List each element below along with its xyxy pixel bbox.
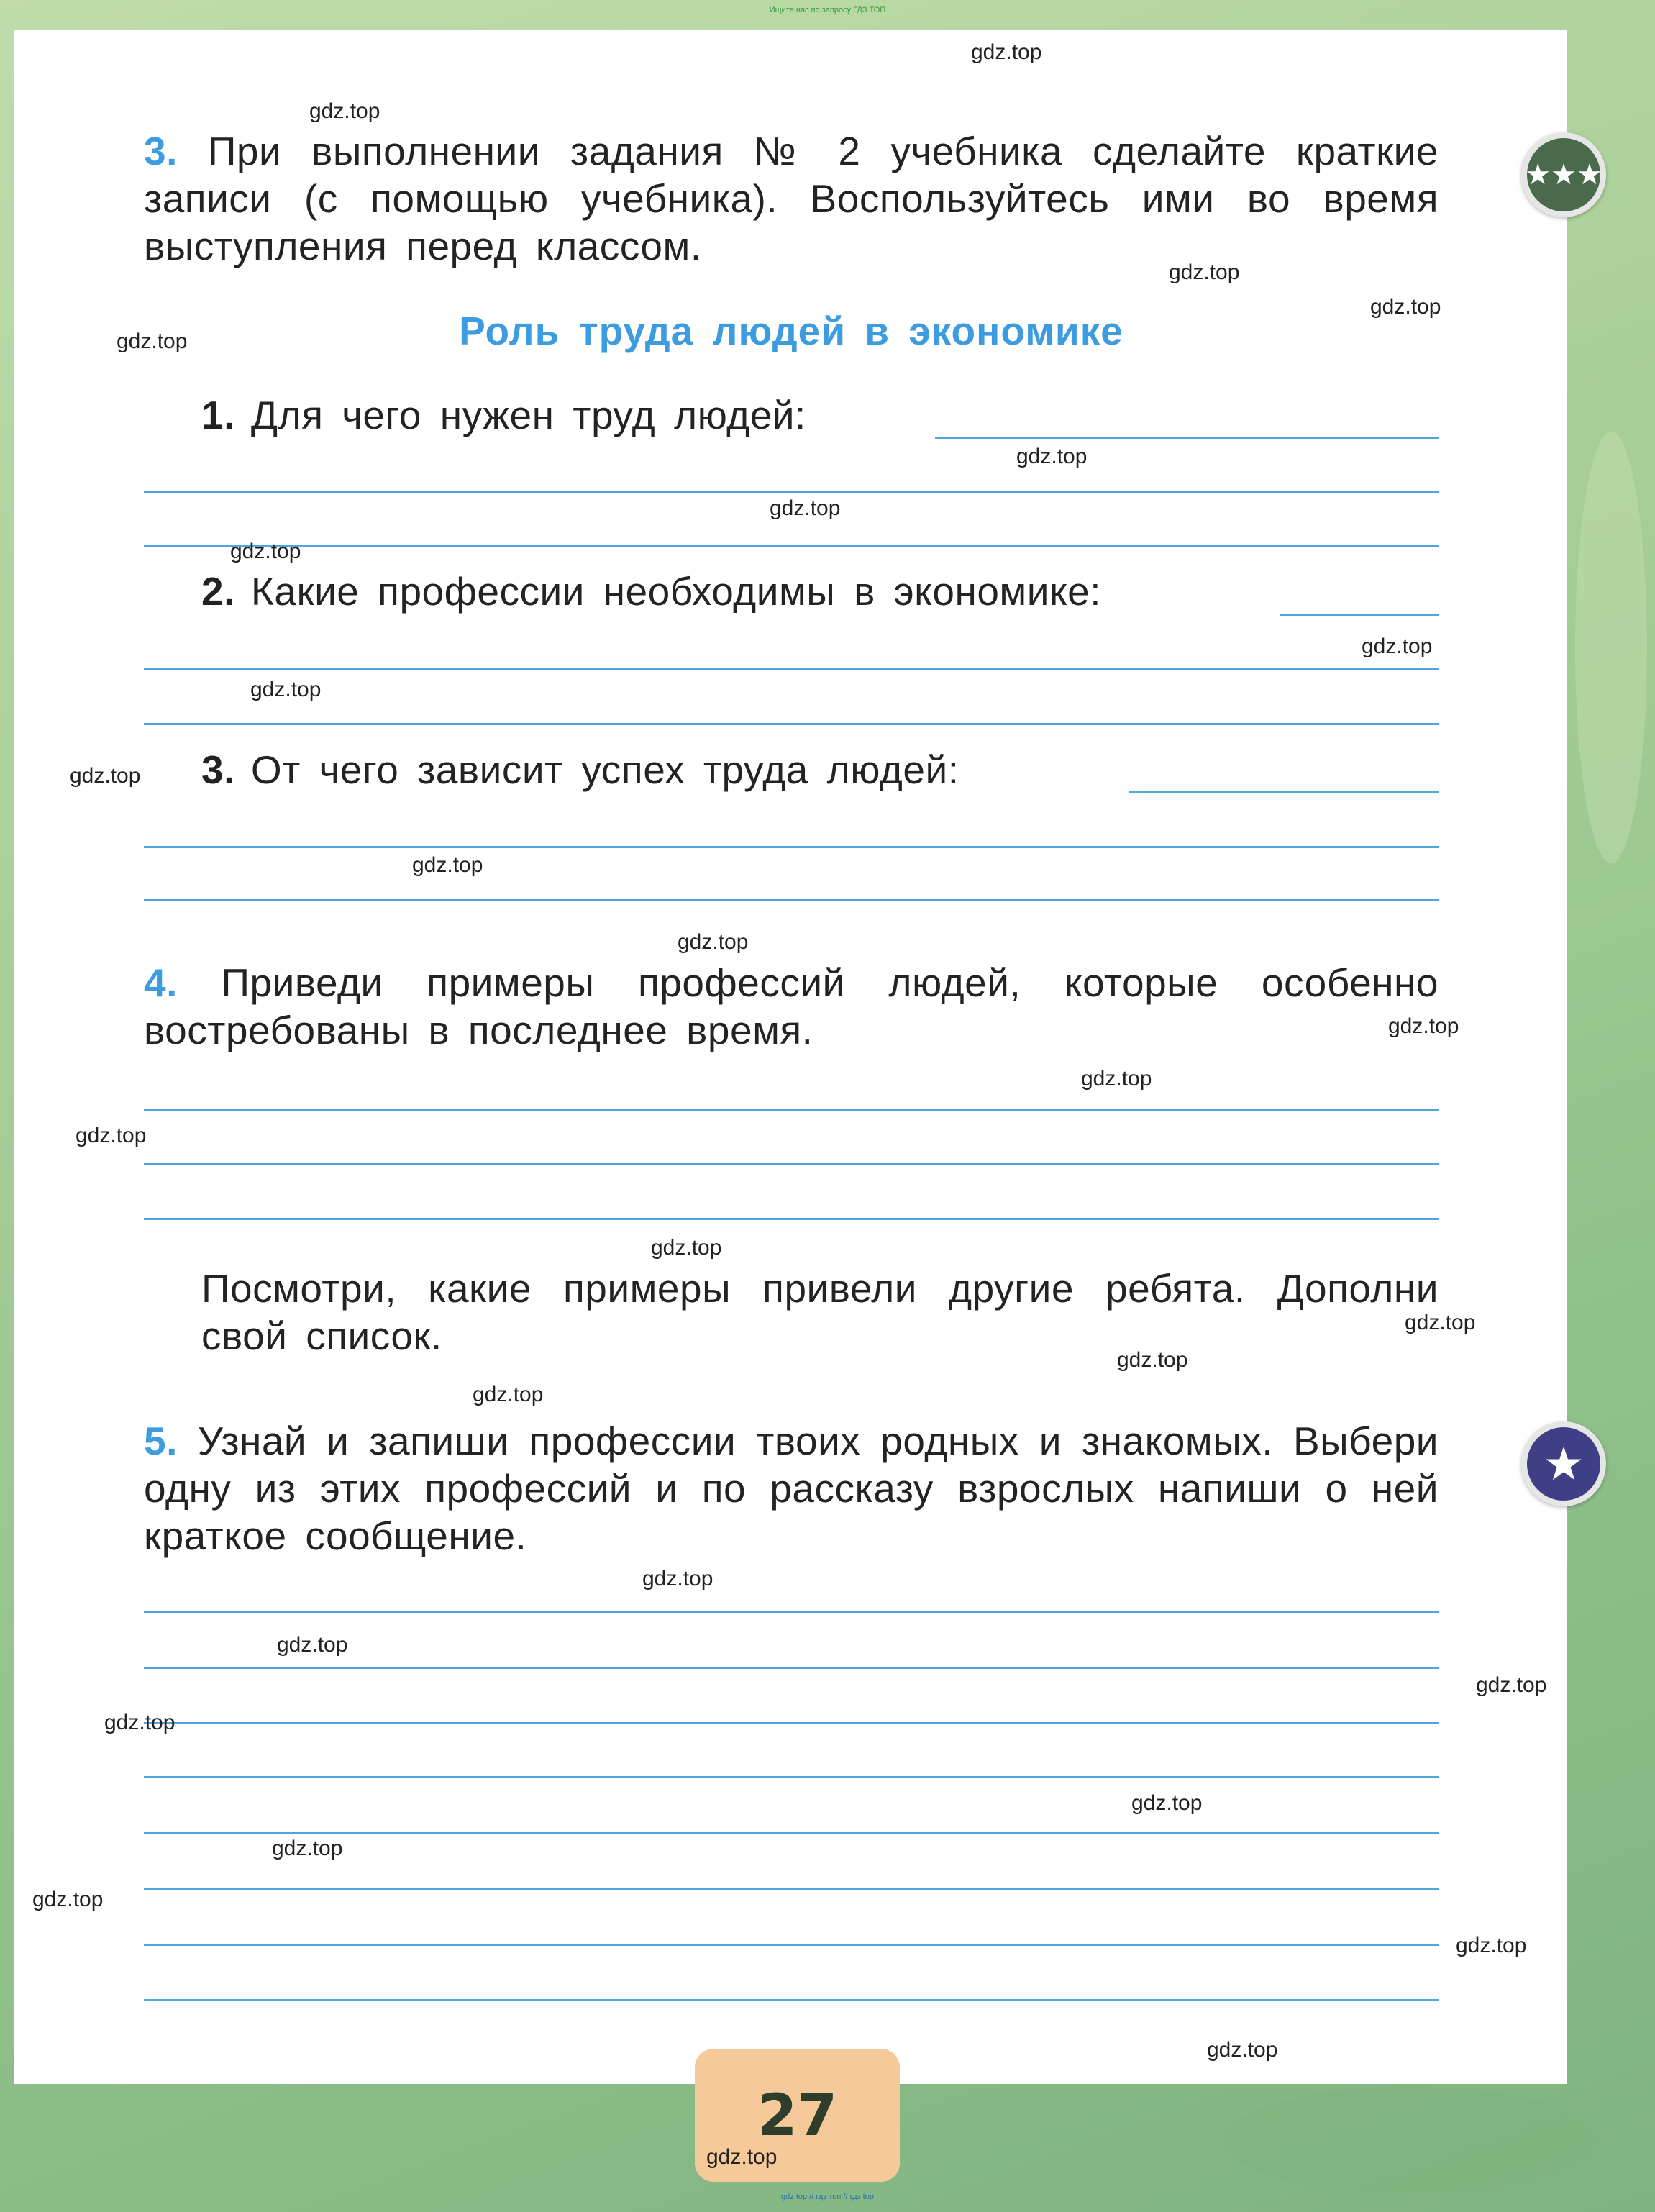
question-3 (201, 747, 959, 793)
task-number: 3. (144, 129, 178, 173)
answer-line[interactable] (144, 491, 1439, 493)
watermark: gdz.top (230, 540, 301, 563)
watermark: gdz.top (1016, 445, 1088, 468)
watermark: gdz.top (1081, 1067, 1152, 1091)
question-number: 1. (201, 393, 235, 437)
watermark: gdz.top (1405, 1311, 1476, 1334)
question-text: Какие профессии необходимы в экономике: (250, 569, 1101, 614)
answer-line[interactable] (144, 1611, 1439, 1613)
watermark: gdz.top (104, 1711, 175, 1734)
question-text: От чего зависит успех труда людей: (250, 747, 959, 792)
question-2 (201, 568, 1101, 614)
watermark: gdz.top (678, 930, 749, 954)
answer-line[interactable] (144, 1218, 1439, 1220)
task-text: Узнай и запиши профессии твоих родных и знакомых. Выбери одну из этих профессий и по рассказу взрослых напиши о ней краткое сообщение. (144, 1419, 1439, 1558)
watermark: gdz.top (1169, 260, 1240, 284)
watermark: gdz.top (1131, 1791, 1203, 1815)
task-text: Приведи примеры профессий людей, которые особенно востребованы в последнее время. (144, 960, 1439, 1052)
answer-line[interactable] (144, 1888, 1439, 1890)
page-number: 27 (695, 2049, 900, 2182)
watermark: gdz.top (642, 1567, 713, 1590)
watermark: gdz.top (770, 496, 841, 520)
task-number: 5. (144, 1419, 178, 1463)
question-number: 3. (201, 747, 235, 792)
task-4 (144, 959, 1439, 1054)
task-number: 4. (144, 960, 178, 1005)
task-3 (144, 127, 1439, 270)
header-note: Ищите нас по запросу ГДЗ ТОП (769, 6, 886, 14)
answer-line[interactable] (144, 1722, 1439, 1724)
answer-line[interactable] (144, 1667, 1439, 1669)
leaf-decoration (43, 2079, 345, 2194)
answer-line[interactable] (144, 1776, 1439, 1778)
answer-line[interactable] (144, 1109, 1439, 1111)
watermark: gdz.top (706, 2145, 778, 2169)
leaf-decoration (1223, 2086, 1597, 2194)
star-icon: ★ (1543, 1438, 1585, 1490)
watermark: gdz.top (1456, 1934, 1527, 1957)
watermark: gdz.top (272, 1836, 343, 1860)
watermark: gdz.top (651, 1236, 722, 1260)
leaf-decoration (1575, 432, 1647, 863)
task-4-followup: Посмотри, какие примеры привели другие ребята. Дополни свой список. (201, 1266, 1439, 1358)
answer-line[interactable] (144, 1944, 1439, 1946)
answer-line[interactable] (144, 1163, 1439, 1165)
watermark: gdz.top (70, 764, 141, 788)
difficulty-badge-stars (1521, 132, 1606, 217)
answer-line[interactable] (144, 668, 1439, 670)
watermark: gdz.top (32, 1888, 104, 1911)
watermark: gdz.top (1370, 295, 1441, 319)
watermark: gdz.top (250, 678, 322, 701)
watermark: gdz.top (1476, 1673, 1547, 1697)
watermark: gdz.top (117, 329, 188, 353)
watermark: gdz.top (1388, 1014, 1459, 1038)
answer-line[interactable] (1129, 791, 1439, 793)
watermark: gdz.top (971, 40, 1042, 64)
answer-line[interactable] (144, 899, 1439, 901)
watermark: gdz.top (473, 1383, 544, 1406)
watermark: gdz.top (1362, 634, 1433, 658)
question-1 (201, 392, 806, 438)
answer-line[interactable] (144, 1832, 1439, 1834)
answer-line[interactable] (144, 846, 1439, 848)
task-text: При выполнении задания № 2 учебника сделайте краткие записи (с помощью учебника). Воспользуйтесь ими во время выступления перед классом. (144, 129, 1439, 268)
stars-icon: ★★★ (1525, 159, 1602, 191)
watermark: gdz.top (76, 1124, 147, 1147)
question-text: Для чего нужен труд людей: (250, 393, 806, 437)
footer-note: gdz top // гдз топ // гдз top (781, 2193, 874, 2201)
answer-line[interactable] (1280, 614, 1439, 616)
answer-line[interactable] (144, 1999, 1439, 2001)
watermark: gdz.top (1117, 1348, 1188, 1372)
task-5 (144, 1417, 1439, 1560)
section-title: Роль труда людей в экономике (459, 309, 1123, 353)
answer-line[interactable] (144, 545, 1439, 547)
question-number: 2. (201, 569, 235, 614)
answer-line[interactable] (144, 723, 1439, 725)
watermark: gdz.top (309, 99, 380, 123)
watermark: gdz.top (412, 853, 483, 877)
answer-line[interactable] (935, 437, 1439, 439)
difficulty-badge-star (1521, 1421, 1606, 1506)
watermark: gdz.top (277, 1633, 348, 1657)
watermark: gdz.top (1207, 2038, 1278, 2062)
